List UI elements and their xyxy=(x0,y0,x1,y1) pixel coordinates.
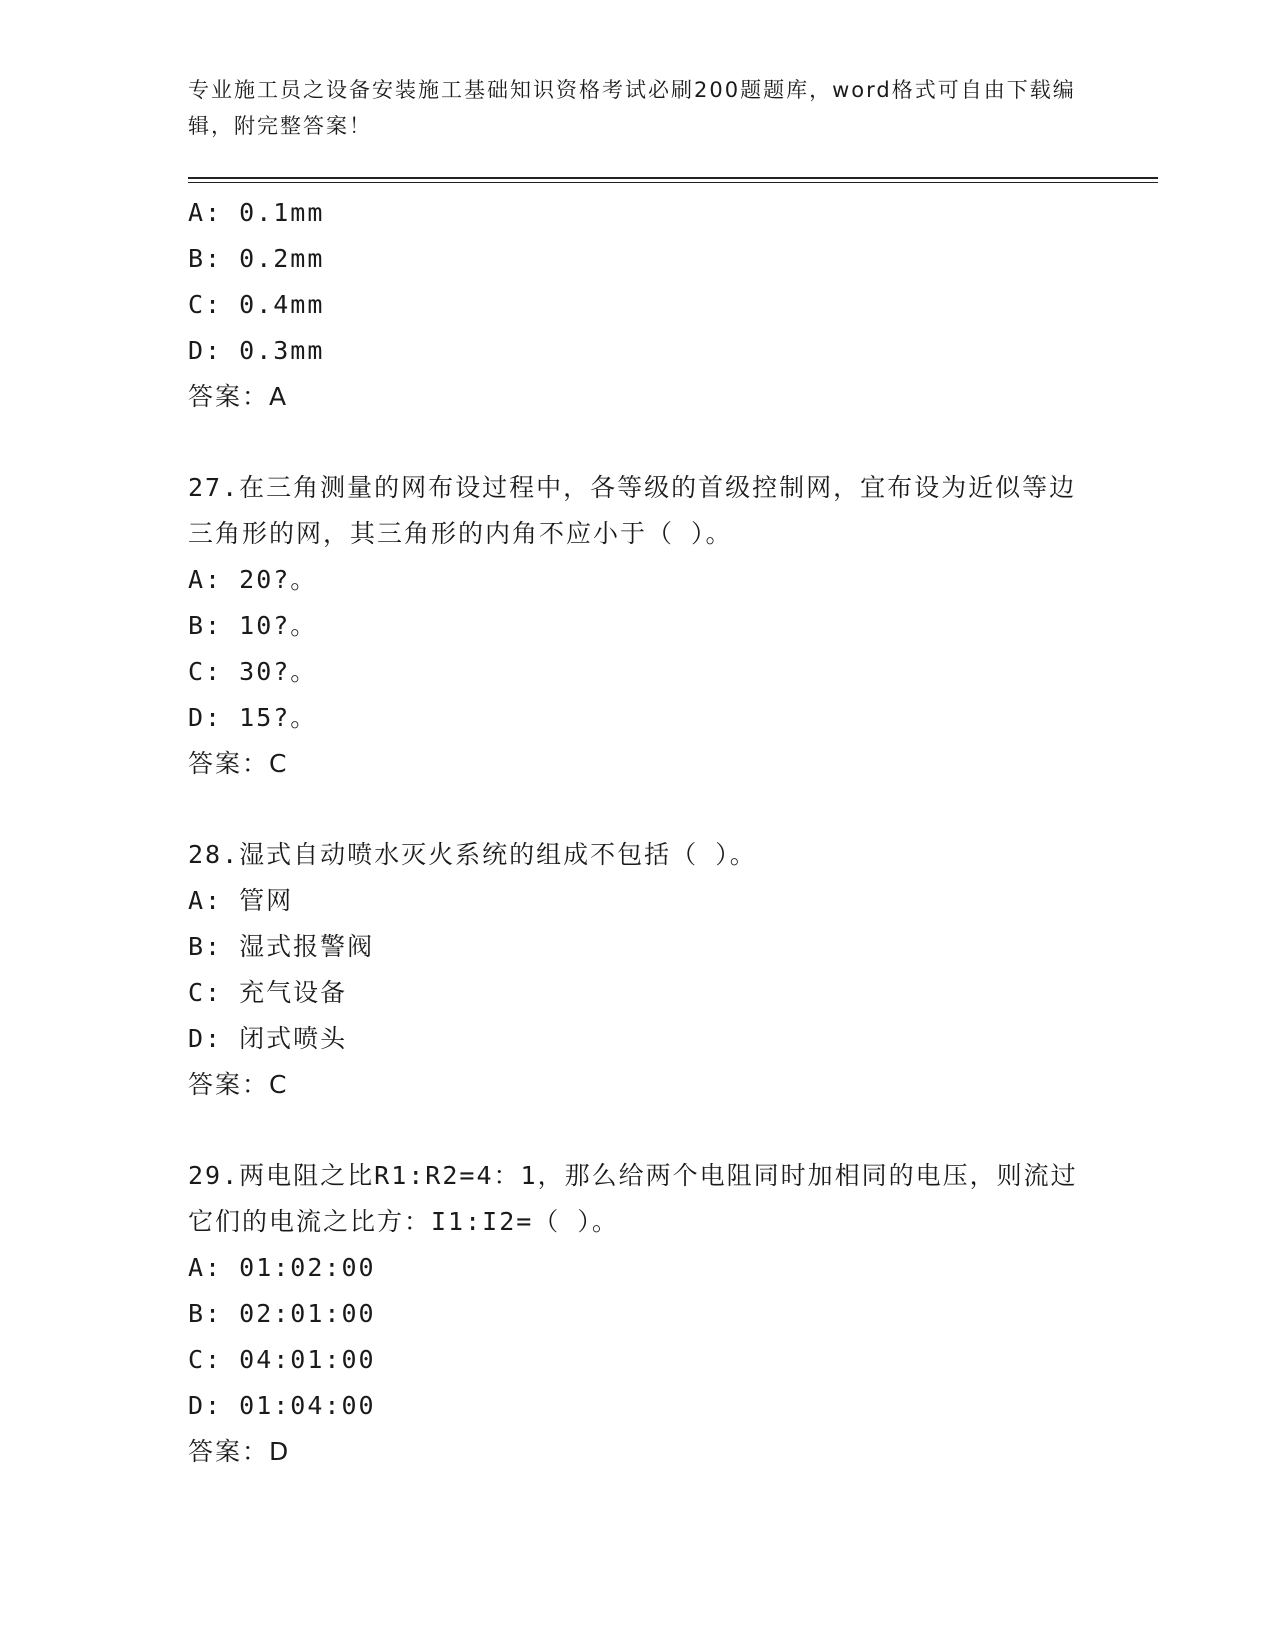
answer-line: 答案：A xyxy=(188,382,289,411)
option-a: A: 管网 xyxy=(188,886,294,915)
answer-line: 答案：D xyxy=(188,1437,291,1466)
option-b: B: 02:01:00 xyxy=(188,1299,376,1328)
question-28-block xyxy=(188,832,1118,1108)
question-text: 28.湿式自动喷水灭火系统的组成不包括（ ）。 xyxy=(188,840,757,869)
option-c: C: 0.4mm xyxy=(188,290,325,319)
question-text: 27.在三角测量的网布设过程中，各等级的首级控制网，宜布设为近似等边三角形的网，其三角形的内角不应小于（ ）。 xyxy=(188,473,1077,548)
answer-line: 答案：C xyxy=(188,749,289,778)
question-list xyxy=(188,190,1118,1475)
option-c: C: 04:01:00 xyxy=(188,1345,376,1374)
option-b: B: 湿式报警阀 xyxy=(188,932,375,961)
option-c: C: 充气设备 xyxy=(188,978,348,1007)
question-29-block xyxy=(188,1153,1118,1475)
option-a: A: 0.1mm xyxy=(188,198,325,227)
header-divider-thick xyxy=(188,177,1158,179)
question-text: 29.两电阻之比R1:R2=4：1，那么给两个电阻同时加相同的电压，则流过它们的电流之比方：I1:I2=（ ）。 xyxy=(188,1161,1078,1236)
option-b: B: 0.2mm xyxy=(188,244,325,273)
option-d: D: 01:04:00 xyxy=(188,1391,376,1420)
question-27-block xyxy=(188,465,1118,787)
document-header: 专业施工员之设备安装施工基础知识资格考试必刷200题题库，word格式可自由下载编辑，附完整答案！ xyxy=(188,78,1076,138)
option-d: D: 0.3mm xyxy=(188,336,325,365)
option-d: D: 15?。 xyxy=(188,703,318,732)
option-d: D: 闭式喷头 xyxy=(188,1024,348,1053)
option-b: B: 10?。 xyxy=(188,611,318,640)
header-divider-thin xyxy=(188,182,1158,183)
option-a: A: 01:02:00 xyxy=(188,1253,376,1282)
answer-line: 答案：C xyxy=(188,1070,289,1099)
option-a: A: 20?。 xyxy=(188,565,318,594)
option-c: C: 30?。 xyxy=(188,657,318,686)
question-26-block xyxy=(188,190,1118,420)
